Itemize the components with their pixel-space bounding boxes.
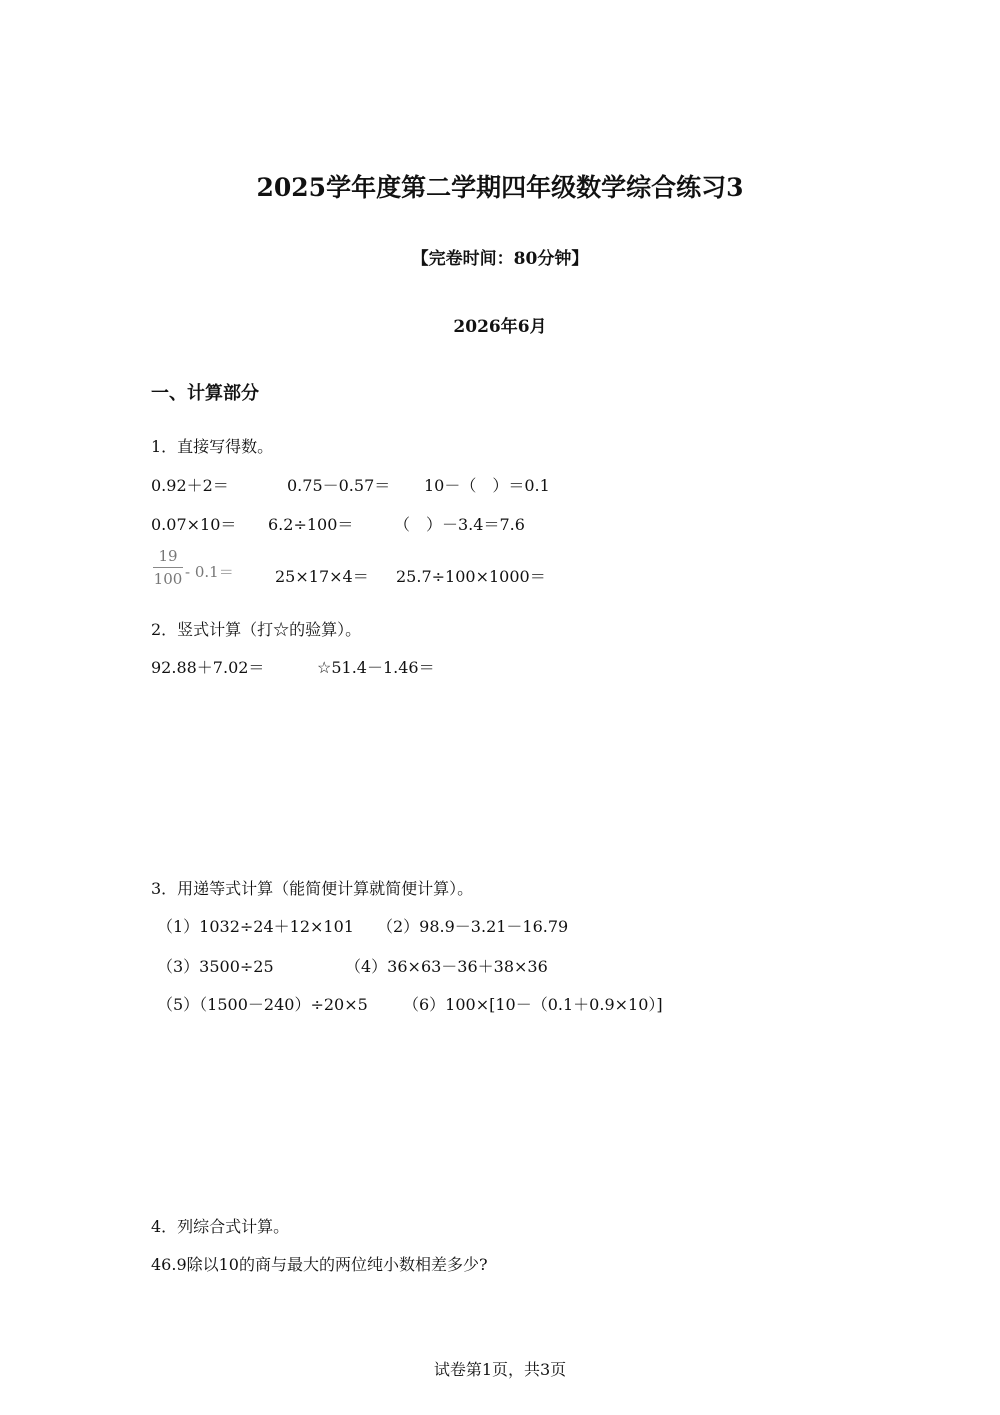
q1-item: 25.7÷100×1000＝ <box>396 567 546 586</box>
q3-item: （2）98.9－3.21－16.79 <box>377 917 569 936</box>
page-title: 2025学年度第二学期四年级数学综合练习3 <box>256 173 744 202</box>
question-2-label: 2．竖式计算（打☆的验算）。 <box>151 620 362 639</box>
question-4-text: 46.9除以10的商与最大的两位纯小数相差多少? <box>151 1255 488 1274</box>
fraction-numerator: 19 <box>158 547 178 565</box>
q1-item: 6.2÷100＝ <box>268 515 354 534</box>
q1-item: 25×17×4＝ <box>275 567 369 586</box>
section-heading: 一、计算部分 <box>151 383 259 404</box>
q1-item: 0.75－0.57＝ <box>287 476 391 495</box>
q1-item: 0.07×10＝ <box>151 515 237 534</box>
fraction-expression-rest: - 0.1＝ <box>185 563 234 581</box>
q1-item: 0.92＋2＝ <box>151 476 229 495</box>
exam-time: 【完卷时间：80分钟】 <box>411 249 589 269</box>
q3-item: （3）3500÷25 <box>157 957 274 976</box>
fraction-bar <box>153 567 183 568</box>
q1-item: 10－（ ）＝0.1 <box>424 476 550 495</box>
page-footer: 试卷第1页，共3页 <box>433 1360 567 1379</box>
q2-item: ☆51.4－1.46＝ <box>317 658 435 677</box>
q3-item: （4）36×63－36＋38×36 <box>345 957 548 976</box>
question-1-label: 1．直接写得数。 <box>151 437 274 456</box>
q1-item: （ ）－3.4＝7.6 <box>394 515 525 534</box>
q3-item: （1）1032÷24＋12×101 <box>157 917 354 936</box>
fraction <box>153 547 183 588</box>
question-4-label: 4．列综合式计算。 <box>151 1217 290 1236</box>
q3-item: （6）100×[10－（0.1＋0.9×10）] <box>403 995 663 1014</box>
q2-item: 92.88＋7.02＝ <box>151 658 265 677</box>
fraction-denominator: 100 <box>153 570 183 588</box>
exam-date: 2026年6月 <box>453 317 547 337</box>
q3-item: （5）（1500－240）÷20×5 <box>157 995 368 1014</box>
question-3-label: 3．用递等式计算（能简便计算就简便计算）。 <box>151 879 474 898</box>
